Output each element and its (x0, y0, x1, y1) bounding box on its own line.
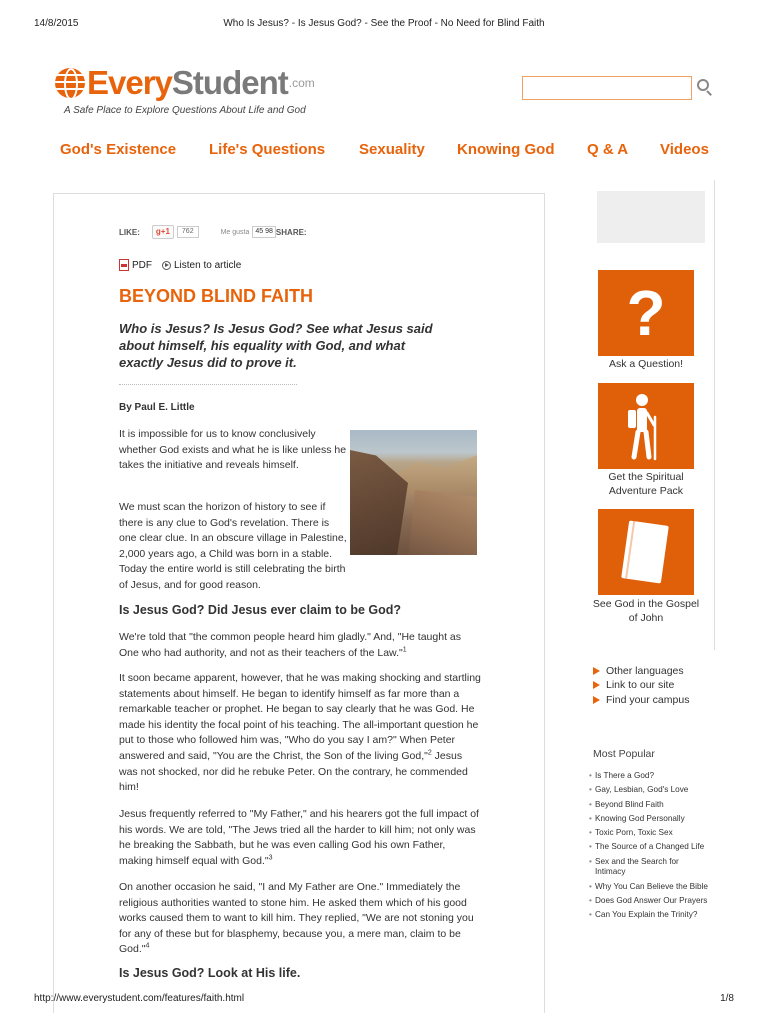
sidebar-links (593, 664, 689, 707)
link-to-our-site[interactable]: Link to our site (593, 678, 689, 692)
play-icon (162, 261, 171, 270)
google-plus-button[interactable]: g+1 (152, 225, 174, 239)
article-paragraph: We must scan the horizon of history to see if there is any clue to God's revelation. There is one clear clue. In an obscure village in Palestine, 2,000 years ago, a Child was born in a stable. Today the entire world is still celebrating the birth of Jesus, and for good reason. (119, 501, 347, 591)
hiker-icon (598, 383, 694, 469)
gospel-john-tile[interactable] (598, 509, 694, 595)
pdf-link[interactable]: PDF (132, 259, 152, 271)
print-url: http://www.everystudent.com/features/faith.html (34, 993, 245, 1004)
search-input[interactable] (522, 76, 692, 100)
nav-sexuality[interactable]: Sexuality (359, 141, 425, 158)
logo-wordmark: EveryStudent (87, 64, 288, 101)
nav-lifes-questions[interactable]: Life's Questions (209, 141, 326, 158)
nav-videos[interactable]: Videos (660, 141, 709, 158)
popular-item[interactable]: • Gay, Lesbian, God's Love (589, 785, 709, 796)
article-paragraph: It is impossible for us to know conclusively whether God exists and what he is like unless he takes the initiative and reveals himself. (119, 428, 347, 472)
sidebar-ad-placeholder (597, 191, 705, 243)
popular-item[interactable]: • Is There a God? (589, 771, 709, 782)
search-button[interactable] (697, 79, 713, 95)
adventure-pack-caption[interactable]: Get the Spiritual Adventure Pack (608, 471, 684, 497)
divider (119, 384, 297, 385)
arrow-right-icon (593, 696, 600, 704)
print-footer (0, 993, 768, 1007)
share-label: SHARE: (275, 227, 307, 237)
print-date: 14/8/2015 (34, 18, 79, 29)
article-paragraph: Jesus frequently referred to "My Father," and his hearers got the full impact of his words. We are told, "The Jews tried all the harder to kill him; not only was he breaking the Sabbath, but he was even calling God his own Father, making himself equal with God."$^3$ (119, 808, 479, 867)
print-page-number: 1/8 (720, 993, 734, 1004)
popular-item[interactable]: • Sex and the Search for Intimacy (589, 857, 709, 878)
ask-question-caption[interactable]: Ask a Question! (608, 358, 684, 370)
nav-knowing-god[interactable]: Knowing God (457, 141, 555, 158)
like-label: LIKE: (119, 227, 140, 237)
main-nav (0, 141, 768, 161)
question-mark-icon: ? (626, 277, 666, 349)
google-plus-count: 762 (177, 226, 199, 238)
adventure-pack-tile[interactable] (598, 383, 694, 469)
popular-item[interactable]: • Can You Explain the Trinity? (589, 910, 709, 921)
article-paragraph: On another occasion he said, "I and My Father are One." Immediately the religious authorities wanted to stone him. He asked them which of his good works caused them to want to kill him. They replied, "We are not stoning you for any of these but for blasphemy, because you, a mere man, claim to be God."$^4$ (119, 881, 474, 956)
popular-item[interactable]: • Why You Can Believe the Bible (589, 882, 709, 893)
section-heading: Is Jesus God? Did Jesus ever claim to be God? (119, 603, 402, 617)
nav-gods-existence[interactable]: God's Existence (60, 141, 177, 158)
share-bar (119, 224, 307, 240)
article-tools (119, 258, 241, 272)
globe-logo-icon (55, 68, 85, 98)
facebook-like-count: 45 98 (252, 226, 276, 238)
popular-item[interactable]: • Does God Answer Our Prayers (589, 896, 709, 907)
most-popular-list (589, 771, 709, 924)
article-subtitle: Who is Jesus? Is Jesus God? See what Jesus said about himself, his equality with God, and what exactly Jesus did to prove it. (119, 321, 433, 370)
popular-item[interactable]: • Toxic Porn, Toxic Sex (589, 828, 709, 839)
arrow-right-icon (593, 667, 600, 675)
book-icon (621, 520, 669, 583)
article-title: BEYOND BLIND FAITH (119, 286, 314, 306)
popular-item[interactable]: • Beyond Blind Faith (589, 800, 709, 811)
section-heading: Is Jesus God? Look at His life. (119, 966, 301, 980)
article-paragraph: We're told that "the common people heard him gladly." And, "He taught as One who had authority, and not as their teachers of the Law."$^1$ (119, 631, 461, 659)
listen-link[interactable]: Listen to article (174, 259, 242, 271)
article-paragraph: It soon became apparent, however, that he was making shocking and startling statements about himself. He began to identify himself as far more than a remarkable teacher or prophet. He began to say clearly that he was God. He made his identity the focal point of his teaching. The all-important question he put to those who followed him was, "Who do you say I am?" When Peter answered and said, "You are the Christ, the Son of the living God,"$^2$ Jesus was not shocked, nor did he rebuke Peter. On the contrary, he commended him! (119, 672, 481, 794)
site-tagline: A Safe Place to Explore Questions About Life and God (64, 105, 306, 116)
most-popular-heading: Most Popular (593, 748, 655, 760)
sidebar-divider (714, 180, 715, 650)
arrow-right-icon (593, 681, 600, 689)
nav-q-and-a[interactable]: Q & A (587, 141, 629, 158)
article-byline: By Paul E. Little (119, 402, 195, 413)
print-header (0, 18, 768, 32)
ask-question-tile[interactable] (598, 270, 694, 356)
logo-domain: .com (288, 76, 315, 90)
popular-item[interactable]: • The Source of a Changed Life (589, 842, 709, 853)
site-logo[interactable] (55, 66, 315, 100)
pdf-icon (119, 259, 129, 271)
link-find-campus[interactable]: Find your campus (593, 693, 689, 707)
facebook-like-label[interactable]: Me gusta (220, 228, 250, 236)
popular-item[interactable]: • Knowing God Personally (589, 814, 709, 825)
canyon-photo (350, 430, 477, 555)
print-page-title: Who Is Jesus? - Is Jesus God? - See the Proof - No Need for Blind Faith (223, 18, 545, 29)
gospel-john-caption[interactable]: See God in the Gospel of John (592, 598, 700, 624)
link-other-languages[interactable]: Other languages (593, 664, 689, 678)
